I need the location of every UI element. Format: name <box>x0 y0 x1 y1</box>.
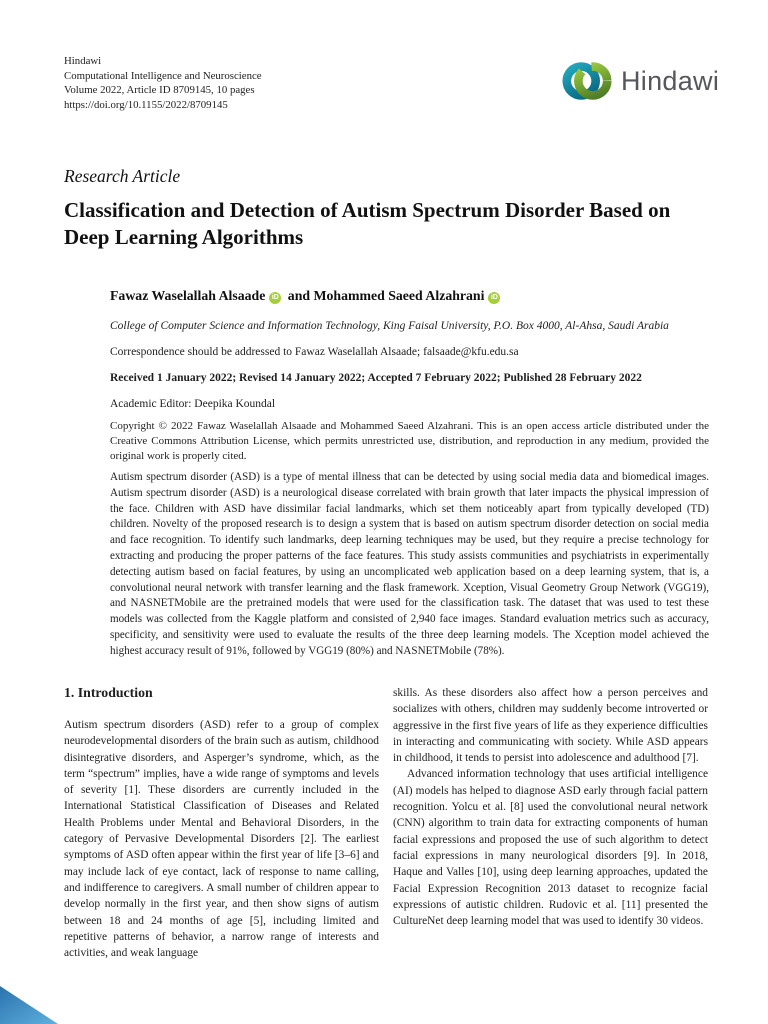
intro-paragraph-right-2: Advanced information technology that uses artificial intelligence (AI) models has helped to diagnose ASD early through facial pattern recognition. Yolcu et al. [8] used the convolutional neural network (CNN) algorithm to train data for extracting components of human facial expressions and proposed the use of such algorithm to detect facial expressions in many neurological disorders [9]. In 2018, Haque and Valles [10], using deep learning approaches, updated the Facial Expression Recognition 2013 dataset to recognize facial expressions of autistic children. Rudovic et al. [11] presented the CultureNet deep learning model that was used to identify 30 videos. <box>393 768 708 928</box>
column-right <box>393 685 708 961</box>
intro-paragraph-right-1: skills. As these disorders also affect how a person perceives and socializes with others, children may suddenly become introverted or aggressive in the first five years of life as they experience difficulties in interacting and communicating with society. While ASD appears in childhood, it tends to persist into adolescence and adulthood [7]. <box>393 687 708 765</box>
article-title: Classification and Detection of Autism Spectrum Disorder Based on Deep Learning Algorithms <box>64 198 671 249</box>
authors-connector: and <box>284 288 314 303</box>
hindawi-wordmark: Hindawi <box>621 65 720 96</box>
article-type-label: Research Article <box>64 166 181 186</box>
volume-info: Volume 2022, Article ID 8709145, 10 pages <box>64 84 255 97</box>
academic-editor: Academic Editor: Deepika Koundal <box>110 398 276 410</box>
body-columns <box>64 685 708 961</box>
orcid-icon[interactable]: iD <box>488 292 500 304</box>
hindawi-rings-icon <box>562 56 612 106</box>
column-left <box>64 685 379 961</box>
hindawi-logo <box>562 56 719 106</box>
correspondence-email-link[interactable]: falsaade@kfu.edu.sa <box>423 346 519 358</box>
correspondence-line <box>110 346 519 358</box>
affiliation: College of Computer Science and Information Technology, King Faisal University, P.O. Box 4000, Al-Ahsa, Saudi Arabia <box>110 320 669 332</box>
section-heading-introduction: 1. Introduction <box>64 685 153 700</box>
article-history: Received 1 January 2022; Revised 14 January 2022; Accepted 7 February 2022; Published 28 February 2022 <box>110 372 642 384</box>
authors-line <box>110 288 503 304</box>
intro-paragraph-left: Autism spectrum disorders (ASD) refer to a group of complex neurodevelopmental disorders of the brain such as autism, childhood disintegrative disorders, and Asperger’s syndrome, which, as the term “spectrum” implies, have a wide range of symptoms and levels of severity [1]. These disorders are currently included in the International Statistical Classification of Diseases and Related Health Problems under Mental and Behavioral Disorders, in the category of Pervasive Developmental Disorders [2]. The earliest symptoms of ASD often appear within the first year of life [3–6] and may include lack of eye contact, lack of response to name calling, and indifference to caregivers. A small number of children appear to develop normally in the first year, and then show signs of autism between 18 and 24 months of age [5], including limited and repetitive patterns of behavior, a narrow range of interests and activities, and weak language <box>64 719 379 960</box>
page-corner-fold-icon <box>0 986 58 1024</box>
author-name-2: Mohammed Saeed Alzahrani <box>313 288 485 303</box>
publisher-name: Hindawi <box>64 55 102 67</box>
journal-name: Computational Intelligence and Neuroscience <box>64 69 262 82</box>
copyright-notice: Copyright © 2022 Fawaz Waselallah Alsaade and Mohammed Saeed Alzahrani. This is an open access article distributed under the Creative Commons Attribution License, which permits unrestricted use, distribution, and reproduction in any medium, provided the original work is properly cited. <box>110 420 709 462</box>
abstract-text: Autism spectrum disorder (ASD) is a type of mental illness that can be detected by using social media data and biomedical images. Autism spectrum disorder (ASD) is a neurological disease correlated with brain growth that later impacts the physical impression of the face. Children with ASD have dissimilar facial landmarks, which set them noticeably apart from typically developed (TD) children. Novelty of the proposed research is to design a system that is based on autism spectrum disorder detection on social media and face recognition. To identify such landmarks, deep learning techniques may be used, but they require a precise technology for extracting and producing the proper patterns of the face features. This study assists communities and psychiatrists in experimentally detecting autism based on facial features, by using an uncomplicated web application based on a deep learning system, that is, a convolutional neural network with transfer learning and the flask framework. Xception, Visual Geometry Group Network (VGG19), and NASNETMobile are the pretrained models that were used for the classification task. The dataset that was used to test these models was collected from the Kaggle platform and consisted of 2,940 face images. Standard evaluation metrics such as accuracy, specificity, and sensitivity were used to evaluate the results of the three deep learning models. The Xception model achieved the highest accuracy result of 91%, followed by VGG19 (80%) and NASNETMobile (78%). <box>110 471 709 657</box>
correspondence-text: Correspondence should be addressed to Fawaz Waselallah Alsaade; <box>110 346 424 358</box>
doi-link[interactable]: https://doi.org/10.1155/2022/8709145 <box>64 98 228 111</box>
masthead <box>64 54 262 112</box>
author-name-1: Fawaz Waselallah Alsaade <box>110 288 266 303</box>
orcid-icon[interactable]: iD <box>269 292 281 304</box>
